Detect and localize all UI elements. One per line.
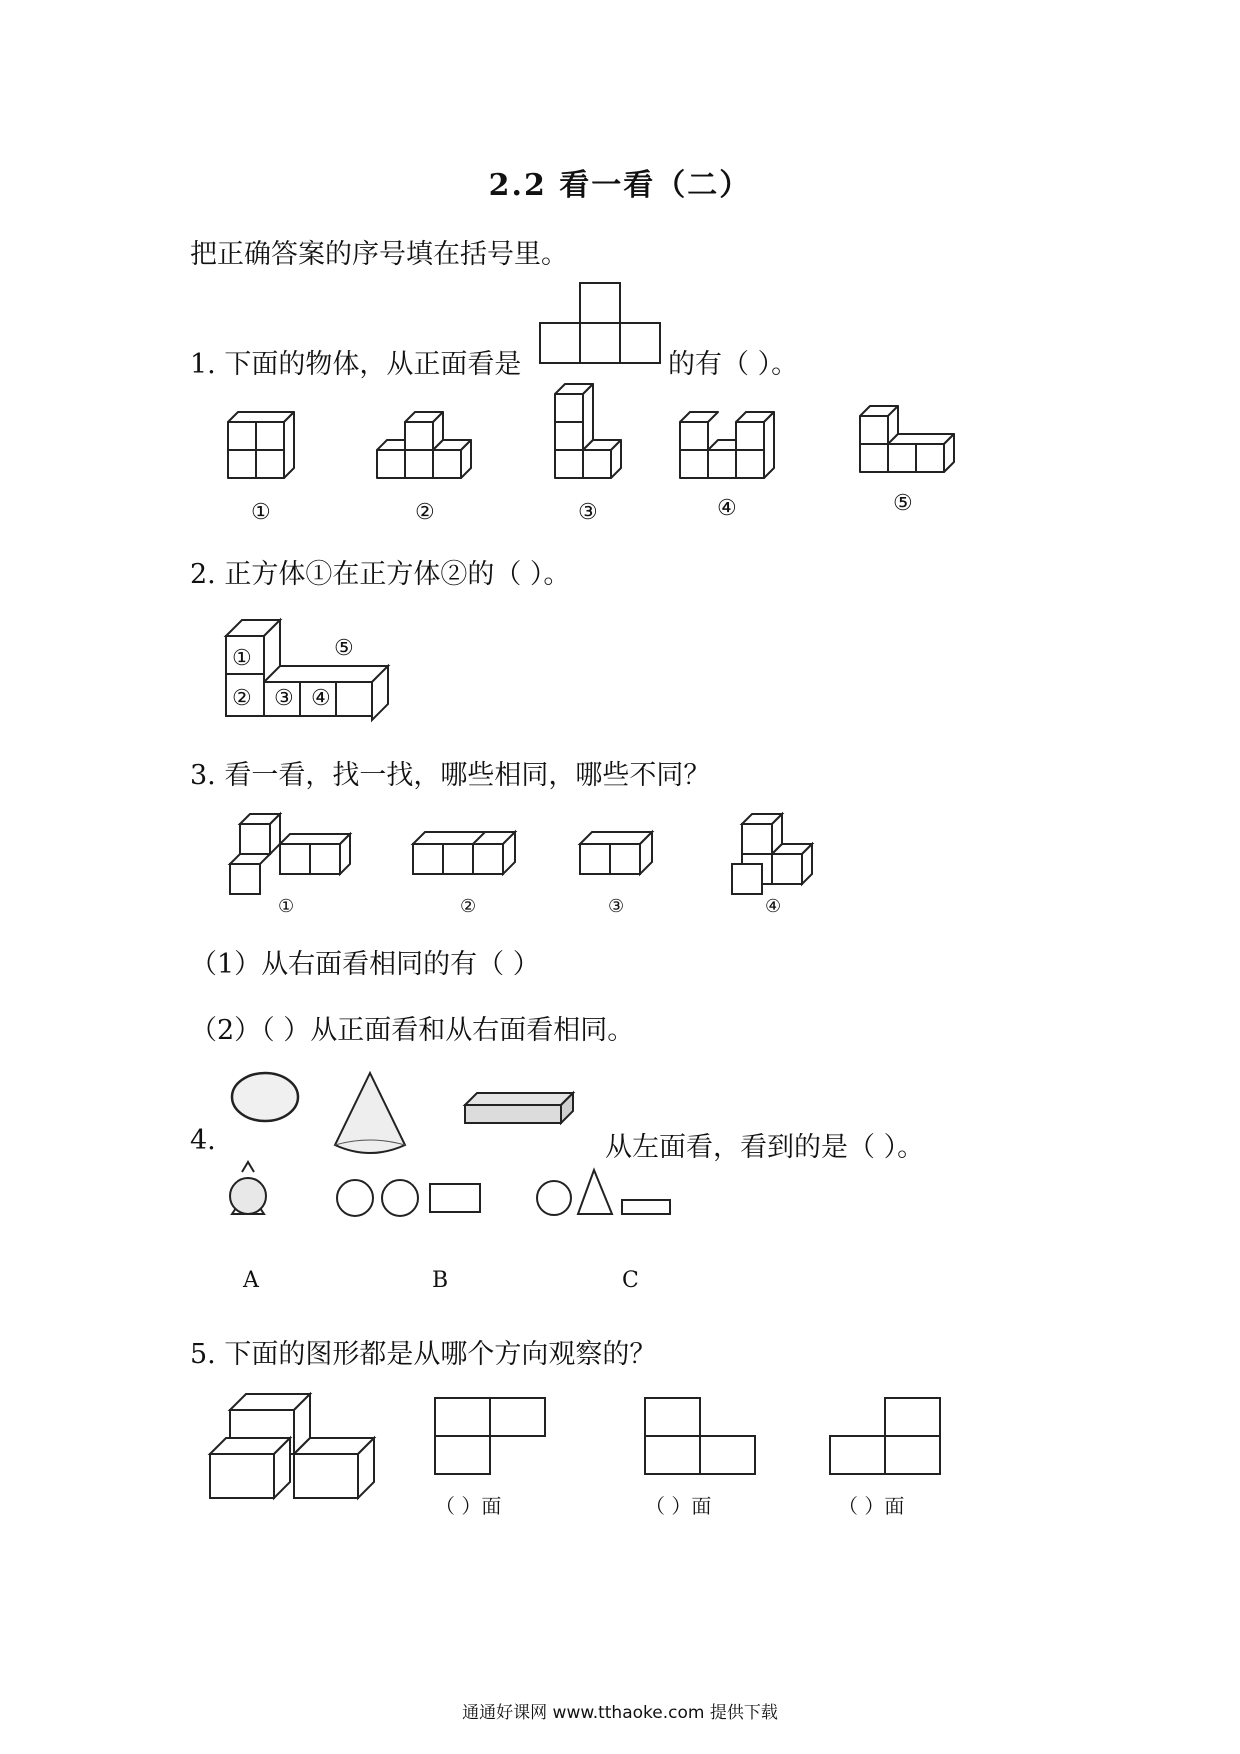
q2-cube-label-3: ③ — [274, 686, 294, 711]
q1-option-label-3: ③ — [578, 500, 598, 525]
q2-text: 2. 正方体①在正方体②的（ ）。 — [190, 559, 571, 590]
q1-prefix: 1. 下面的物体，从正面看是 — [190, 349, 522, 380]
page-footer: 通通好课网 www.tthaoke.com 提供下载 — [462, 1703, 778, 1723]
q1-option-3-figure — [555, 384, 621, 478]
q1-suffix: 的有（ ）。 — [668, 349, 799, 380]
q1-option-label-2: ② — [415, 500, 435, 525]
q3-option-4-figure — [732, 814, 812, 894]
q3-options — [220, 808, 840, 908]
q1-option-label-5: ⑤ — [893, 491, 913, 516]
q4-option-label-b: B — [432, 1268, 449, 1293]
q4-option-c-figure — [537, 1170, 670, 1215]
q1-front-view-figure — [540, 283, 670, 365]
q2-cube-label-2: ② — [232, 686, 252, 711]
q3-option-label-4: ④ — [765, 896, 782, 917]
q3-option-label-1: ① — [278, 896, 295, 917]
cone-icon — [335, 1073, 405, 1153]
q3-option-label-3: ③ — [608, 896, 625, 917]
q3-text: 3. 看一看，找一找，哪些相同，哪些不同？ — [190, 760, 711, 791]
q4-objects-figure — [225, 1065, 585, 1175]
cuboid-icon — [465, 1093, 573, 1123]
q1-option-1-figure — [228, 412, 294, 478]
q3-option-1-figure — [230, 814, 350, 894]
q1-option-2-figure — [377, 412, 471, 478]
q4-option-label-a: A — [243, 1268, 259, 1293]
q3-option-2-figure — [413, 832, 515, 874]
sphere-icon — [232, 1073, 298, 1121]
q2-cube-label-1: ① — [232, 646, 252, 671]
q1-option-5-figure — [860, 406, 954, 472]
q5-view-3-figure — [830, 1398, 940, 1474]
page-title: 2.2 看一看（二） — [488, 168, 752, 203]
q5-solid-figure — [210, 1394, 374, 1498]
q4-options — [222, 1162, 702, 1222]
q5-answer-1: （ ）面 — [435, 1494, 502, 1518]
q4-option-a-figure — [230, 1162, 266, 1214]
q5-view-1-figure — [435, 1398, 545, 1474]
q2-cube-label-5: ⑤ — [334, 636, 354, 661]
q1-option-label-1: ① — [251, 500, 271, 525]
q3-subquestion-2: （2）（ ）从正面看和从右面看相同。 — [190, 1015, 635, 1046]
q5-answer-2: （ ）面 — [645, 1494, 712, 1518]
instruction: 把正确答案的序号填在括号里。 — [190, 239, 568, 270]
q4-option-label-c: C — [622, 1268, 639, 1293]
q4-number: 4. — [190, 1125, 216, 1156]
q2-cube-label-4: ④ — [311, 686, 331, 711]
q4-option-b-figure — [337, 1180, 480, 1216]
q3-subquestion-1: （1）从右面看相同的有（ ） — [190, 949, 540, 980]
q1-option-4-figure — [680, 412, 774, 478]
q3-option-3-figure — [580, 832, 652, 874]
q5-figures — [205, 1390, 1005, 1505]
q5-view-2-figure — [645, 1398, 755, 1474]
q5-text: 5. 下面的图形都是从哪个方向观察的？ — [190, 1339, 657, 1370]
q5-answer-3: （ ）面 — [838, 1494, 905, 1518]
q1-option-label-4: ④ — [717, 496, 737, 521]
q4-text: 从左面看，看到的是（ ）。 — [605, 1132, 925, 1163]
q1-options — [190, 370, 990, 520]
q3-option-label-2: ② — [460, 896, 477, 917]
